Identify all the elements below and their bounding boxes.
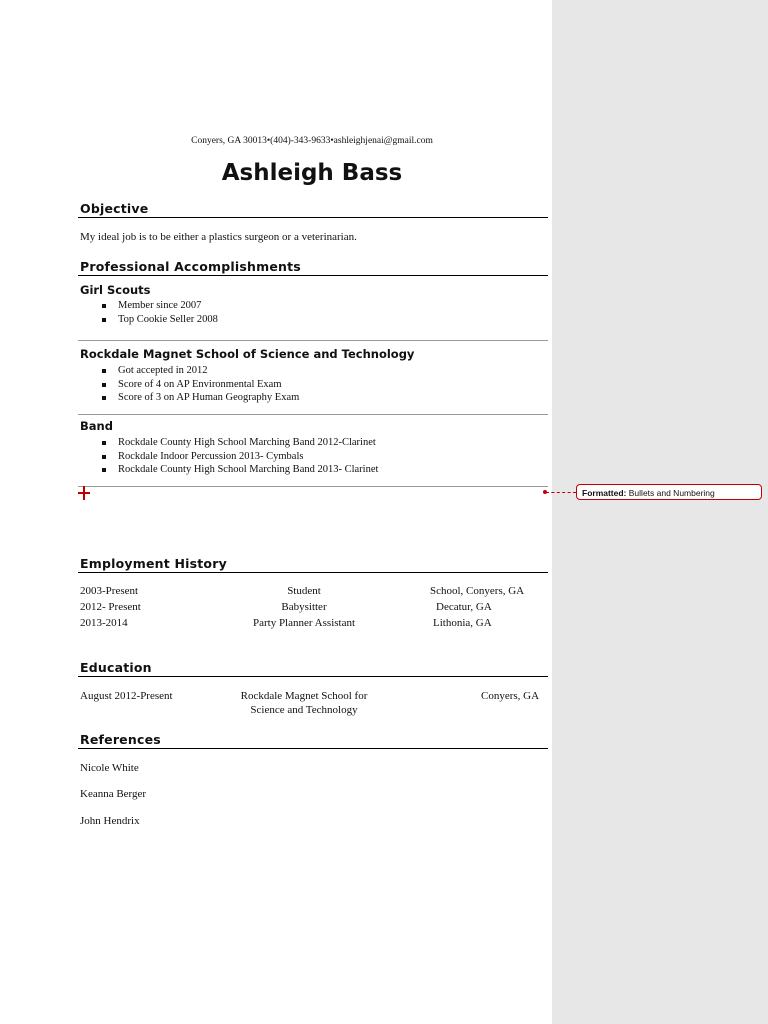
education-heading: Education — [80, 660, 152, 675]
list-item: Top Cookie Seller 2008 — [100, 313, 218, 327]
comment-connector-line — [546, 492, 576, 494]
formatting-comment-balloon[interactable] — [576, 484, 762, 500]
employment-role: Babysitter — [281, 601, 327, 613]
list-item: Rockdale Indoor Percussion 2013- Cymbals — [100, 450, 378, 464]
group-title-rockdale-magnet: Rockdale Magnet School of Science and Technology — [80, 347, 415, 361]
employment-dates: 2012- Present — [80, 601, 141, 613]
accomplishments-heading: Professional Accomplishments — [80, 259, 301, 274]
comment-text: Bullets and Numbering — [628, 488, 715, 498]
section-rule — [78, 217, 548, 218]
rockdale-magnet-list — [100, 364, 299, 405]
employment-dates: 2013-2014 — [80, 617, 128, 629]
employment-location: School, Conyers, GA — [430, 585, 525, 597]
list-item: Member since 2007 — [100, 299, 218, 313]
list-item: Got accepted in 2012 — [100, 364, 299, 378]
objective-text: My ideal job is to be either a plastics surgeon or a veterinarian. — [80, 231, 357, 243]
employment-role: Student — [287, 585, 321, 597]
band-list — [100, 436, 378, 477]
references-heading: References — [80, 732, 161, 747]
group-divider — [78, 486, 548, 487]
education-school-line1: Rockdale Magnet School for — [240, 690, 368, 702]
employment-location: Lithonia, GA — [433, 617, 492, 629]
section-rule — [78, 275, 548, 276]
reference-name: John Hendrix — [80, 815, 140, 827]
employment-dates: 2003-Present — [80, 585, 139, 597]
reference-name: Nicole White — [80, 762, 139, 774]
group-divider — [78, 414, 548, 415]
girl-scouts-list — [100, 299, 218, 326]
employment-location: Decatur, GA — [436, 601, 492, 613]
list-item: Rockdale County High School Marching Band 2013- Clarinet — [100, 463, 378, 477]
list-item: Rockdale County High School Marching Band 2012-Clarinet — [100, 436, 378, 450]
group-title-girl-scouts: Girl Scouts — [80, 283, 151, 297]
section-rule — [78, 748, 548, 749]
group-divider — [78, 340, 548, 341]
section-rule — [78, 676, 548, 677]
education-dates: August 2012-Present — [80, 690, 173, 702]
reference-name: Keanna Berger — [80, 788, 147, 800]
comment-label: Formatted: — [582, 488, 627, 498]
education-location: Conyers, GA — [481, 690, 540, 702]
contact-line: Conyers, GA 30013•(404)-343-9633•ashleighjenai@gmail.com — [191, 136, 433, 146]
education-school-line2: Science and Technology — [250, 704, 358, 716]
resume-name: Ashleigh Bass — [221, 160, 403, 186]
objective-heading: Objective — [80, 201, 149, 216]
markup-margin-pane — [552, 0, 768, 1024]
group-title-band: Band — [80, 419, 113, 433]
list-item: Score of 4 on AP Environmental Exam — [100, 378, 299, 392]
section-rule — [78, 572, 548, 573]
employment-role: Party Planner Assistant — [252, 617, 356, 629]
table-insert-handle-icon[interactable] — [78, 486, 90, 500]
list-item: Score of 3 on AP Human Geography Exam — [100, 391, 299, 405]
employment-heading: Employment History — [80, 556, 227, 571]
